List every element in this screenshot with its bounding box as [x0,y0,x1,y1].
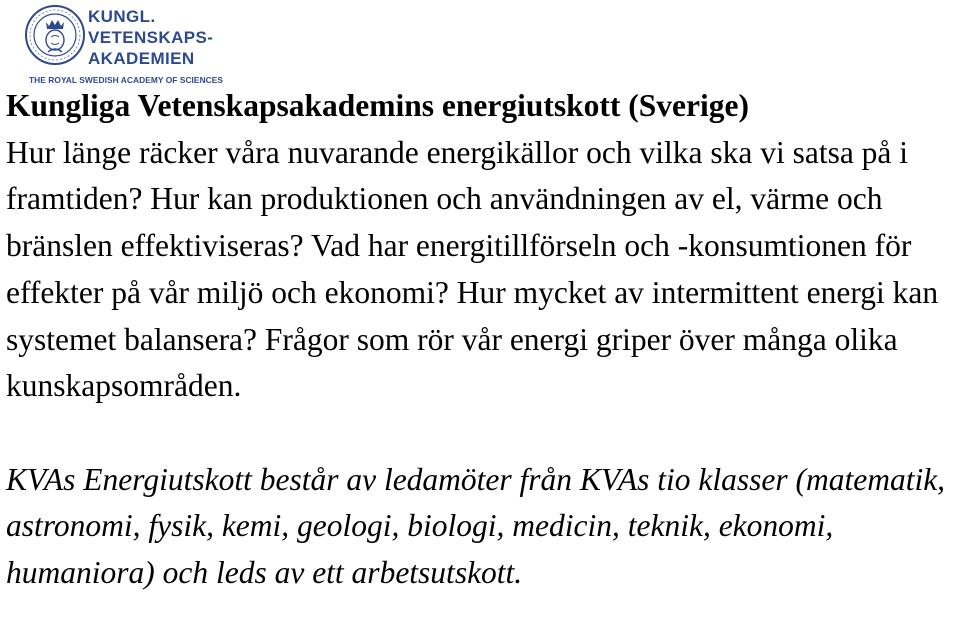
logo-tagline: THE ROYAL SWEDISH ACADEMY OF SCIENCES [29,75,224,85]
document-heading: Kungliga Vetenskapsakademins energiutskott (Sverige) [6,88,749,123]
logo-text-line-3: AKADEMIEN [88,49,195,68]
academy-logo [24,2,224,86]
logo-text-line-1: KUNGL. [88,7,156,26]
committee-paragraph: KVAs Energiutskott består av ledamöter från KVAs tio klasser (matematik, astronomi, fysik, kemi, geologi, biologi, medicin, teknik, ekonomi, humaniora) och leds av ett arbetsutskott. [6,461,946,591]
intro-paragraph: Hur länge räcker våra nuvarande energikällor och vilka ska vi satsa på i framtiden? Hur kan produktionen och användningen av el, värme och bränslen effektiviseras? Vad har energitillförseln och -konsumtionen för effekter på vår miljö och ekonomi? Hur mycket av intermittent energi kan systemet balansera? Frågor som rör vår energi griper över många olika kunskapsområden. [6,134,939,404]
academy-seal-icon [24,2,86,70]
logo-text-line-2: VETENSKAPS- [88,28,214,47]
document-body [6,83,956,597]
